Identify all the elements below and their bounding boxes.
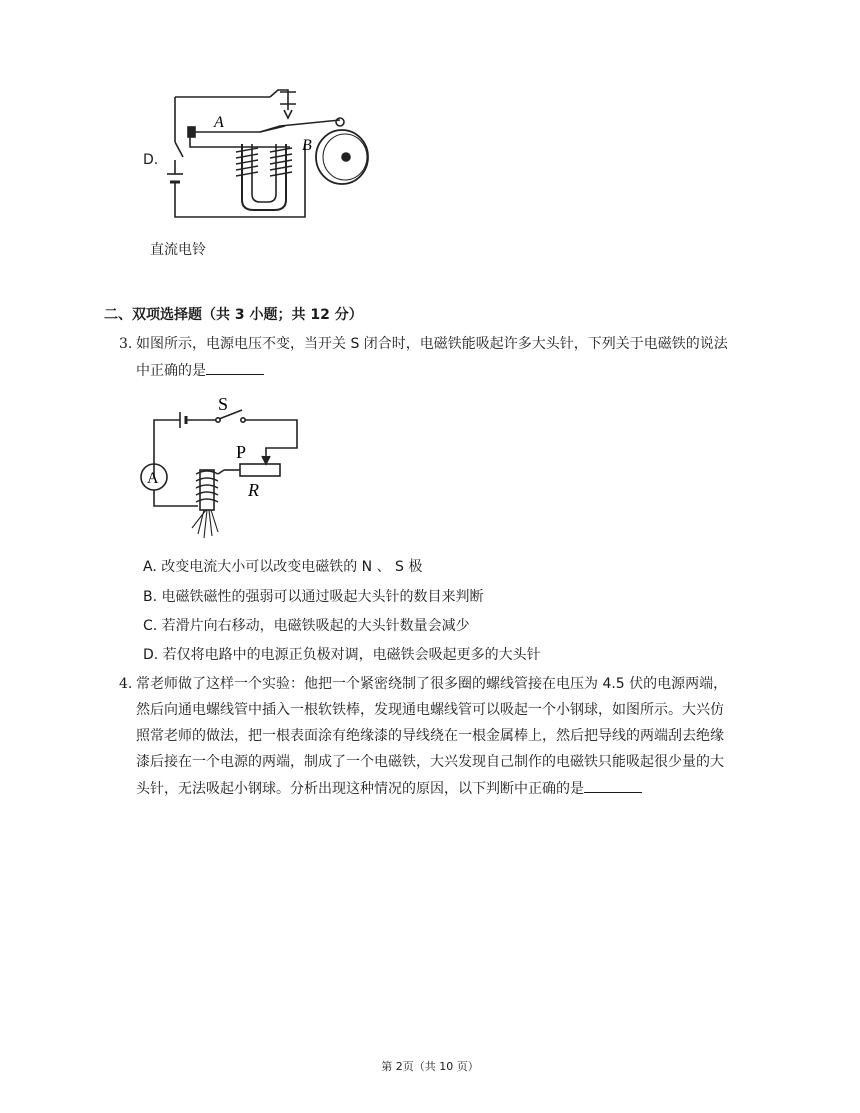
q4-line3: 照常老师的做法，把一根表面涂有绝缘漆的导线绕在一根金属棒上，然后把导线的两端刮去绝缘 [136,728,724,744]
ammeter-label: A [147,470,159,487]
electric-bell-diagram [150,82,380,227]
q3-option-d[interactable]: D. 若仅将电路中的电源正负极对调，电磁铁会吸起更多的大头针 [143,647,541,663]
right-wire [245,420,297,462]
switch-label: S [218,394,229,414]
q3-option-c[interactable]: C. 若滑片向右移动，电磁铁吸起的大头针数量会减少 [143,618,470,634]
q4-answer-blank[interactable] [584,778,642,793]
electromagnet-core [200,470,214,510]
q4-number: 4. [119,676,133,692]
q3-stem-line2 [136,360,264,381]
q3-option-b[interactable]: B. 电磁铁磁性的强弱可以通过吸起大头针的数目来判断 [143,589,484,605]
label-a: A [214,114,224,131]
resistor-label: R [248,480,259,500]
slider-arrow [262,456,270,464]
switch-lever [175,142,183,157]
electromagnet-circuit-diagram [132,388,322,548]
q4-line5: 头针，无法吸起小钢球。分析出现这种情况的原因，以下判断中正确的是 [136,781,584,797]
contact-screw-tip [284,110,292,118]
figure-d-caption: 直流电铃 [150,242,206,258]
page-footer: 第 2页（共 10 页） [381,1060,479,1073]
section-title: 二、双项选择题（共 3 小题；共 12 分） [104,307,363,323]
q3-option-a[interactable]: A. 改变电流大小可以改变电磁铁的 N 、 S 极 [143,559,423,575]
pins-cluster [192,510,218,538]
armature-post [188,127,195,137]
q3-stem-line2-text: 中正确的是 [136,363,206,379]
q3-number: 3. [119,336,133,352]
option-d-letter: D. [143,152,159,168]
q4-line4: 漆后接在一个电源的两端，制成了一个电磁铁，大兴发现自己制作的电磁铁只能吸起很少量的大 [136,754,724,770]
q3-answer-blank[interactable] [206,360,264,375]
label-b: B [302,137,312,154]
screw-bracket [270,90,288,110]
slider-label: P [236,442,247,462]
wire-to-coil [190,137,290,147]
q4-line1: 常老师做了这样一个实验：他把一个紧密绕制了很多圈的螺线管接在电压为 4.5 伏的电源两端， [136,676,728,692]
bell-hammer [336,118,344,126]
bell-center [342,153,350,161]
u-magnet-outer [242,144,286,210]
q4-line2: 然后向通电螺线管中插入一根软铁棒，发现通电螺线管可以吸起一个小钢球，如图所示。大兴仿 [136,702,724,718]
coil-left [236,148,258,176]
ammeter-wire [154,490,198,506]
switch-contact [241,418,245,422]
q4-line5-wrap [136,778,642,799]
rheostat-body [240,464,280,476]
coil-right [270,148,292,176]
q3-stem-line1: 如图所示，电源电压不变，当开关 S 闭合时，电磁铁能吸起许多大头针，下列关于电磁铁的说法 [136,336,728,352]
